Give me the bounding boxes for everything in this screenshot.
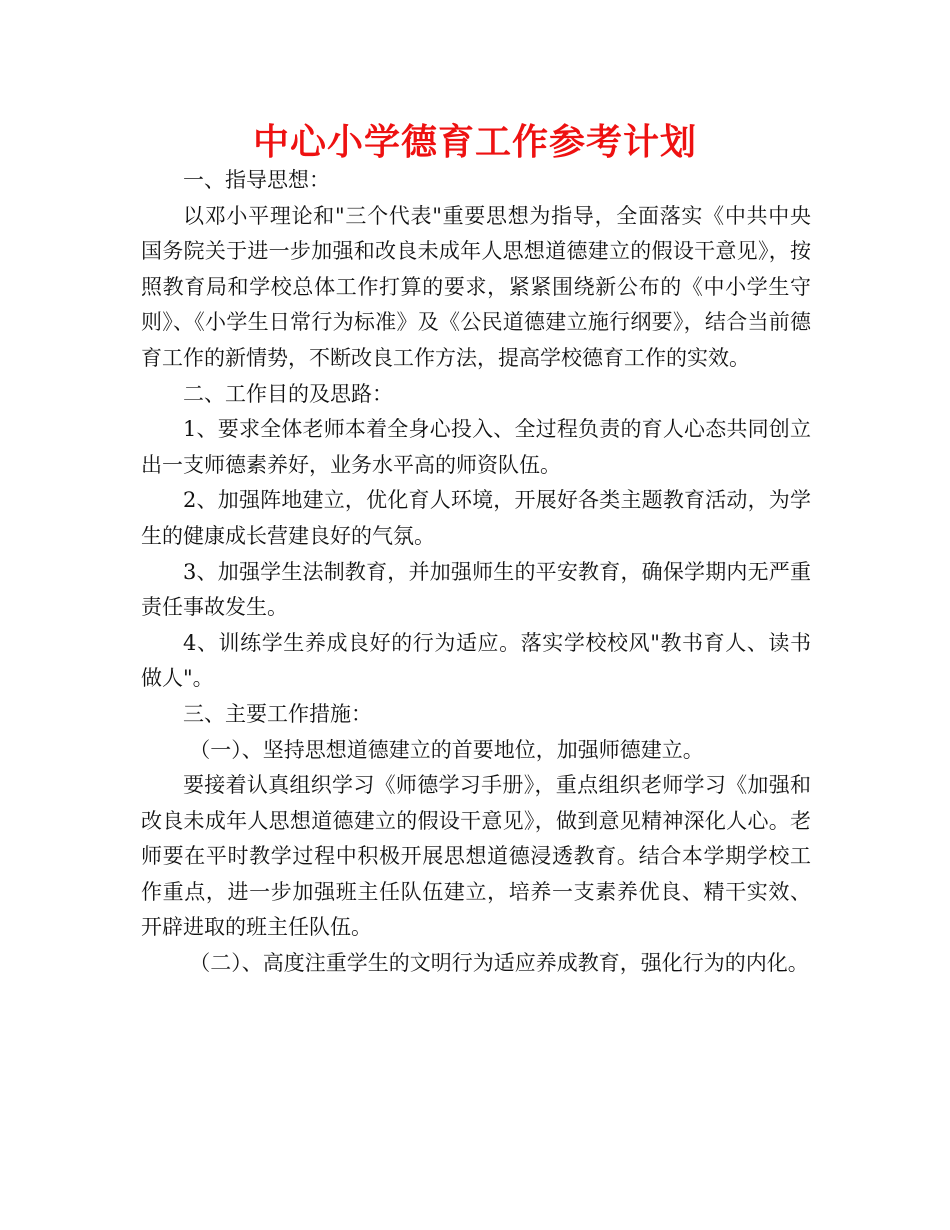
paragraph-goal-1: 1、要求全体老师本着全身心投入、全过程负责的育人心态共同创立出一支师德素养好，业务水平高的师资队伍。	[141, 417, 811, 477]
paragraph-goal-3: 3、加强学生法制教育，并加强师生的平安教育，确保学期内无严重责任事故发生。	[141, 559, 811, 620]
subsection-heading-2: （二）、高度注重学生的文明行为适应养成教育，强化行为的内化。	[189, 951, 809, 976]
section-heading-measures: 三、主要工作措施：	[183, 701, 372, 726]
subsection-heading-1: （一）、坚持思想道德建立的首要地位，加强师德建立。	[189, 737, 704, 762]
paragraph-goal-2: 2、加强阵地建立，优化育人环境，开展好各类主题教育活动，为学生的健康成长营建良好的气氛。	[141, 488, 811, 548]
document-body	[141, 163, 811, 982]
section-heading-guiding-ideology: 一、指导思想：	[183, 168, 330, 192]
document-title: 中心小学德育工作参考计划	[252, 122, 697, 163]
paragraph-measure-1: 要接着认真组织学习《师德学习手册》，重点组织老师学习《加强和改良未成年人思想道德建立的假设干意见》，做到意见精神深化人心。老师要在平时教学过程中积极开展思想道德浸透教育。结合本学期学校工作重点，进一步加强班主任队伍建立，培养一支素养优良、精干实效、开辟进取的班主任队伍。	[141, 773, 811, 940]
paragraph-guiding-ideology: 以邓小平理论和"三个代表"重要思想为指导，全面落实《中共中央国务院关于进一步加强和改良未成年人思想道德建立的假设干意见》，按照教育局和学校总体工作打算的要求，紧紧围绕新公布的《中小学生守则》、《小学生日常行为标准》及《公民道德建立施行纲要》，结合当前德育工作的新情势，不断改良工作方法，提高学校德育工作的实效。	[141, 203, 811, 370]
section-heading-goals: 二、工作目的及思路：	[183, 381, 393, 406]
paragraph-goal-4: 4、训练学生养成良好的行为适应。落实学校校风"教书育人、读书做人"。	[141, 630, 811, 691]
